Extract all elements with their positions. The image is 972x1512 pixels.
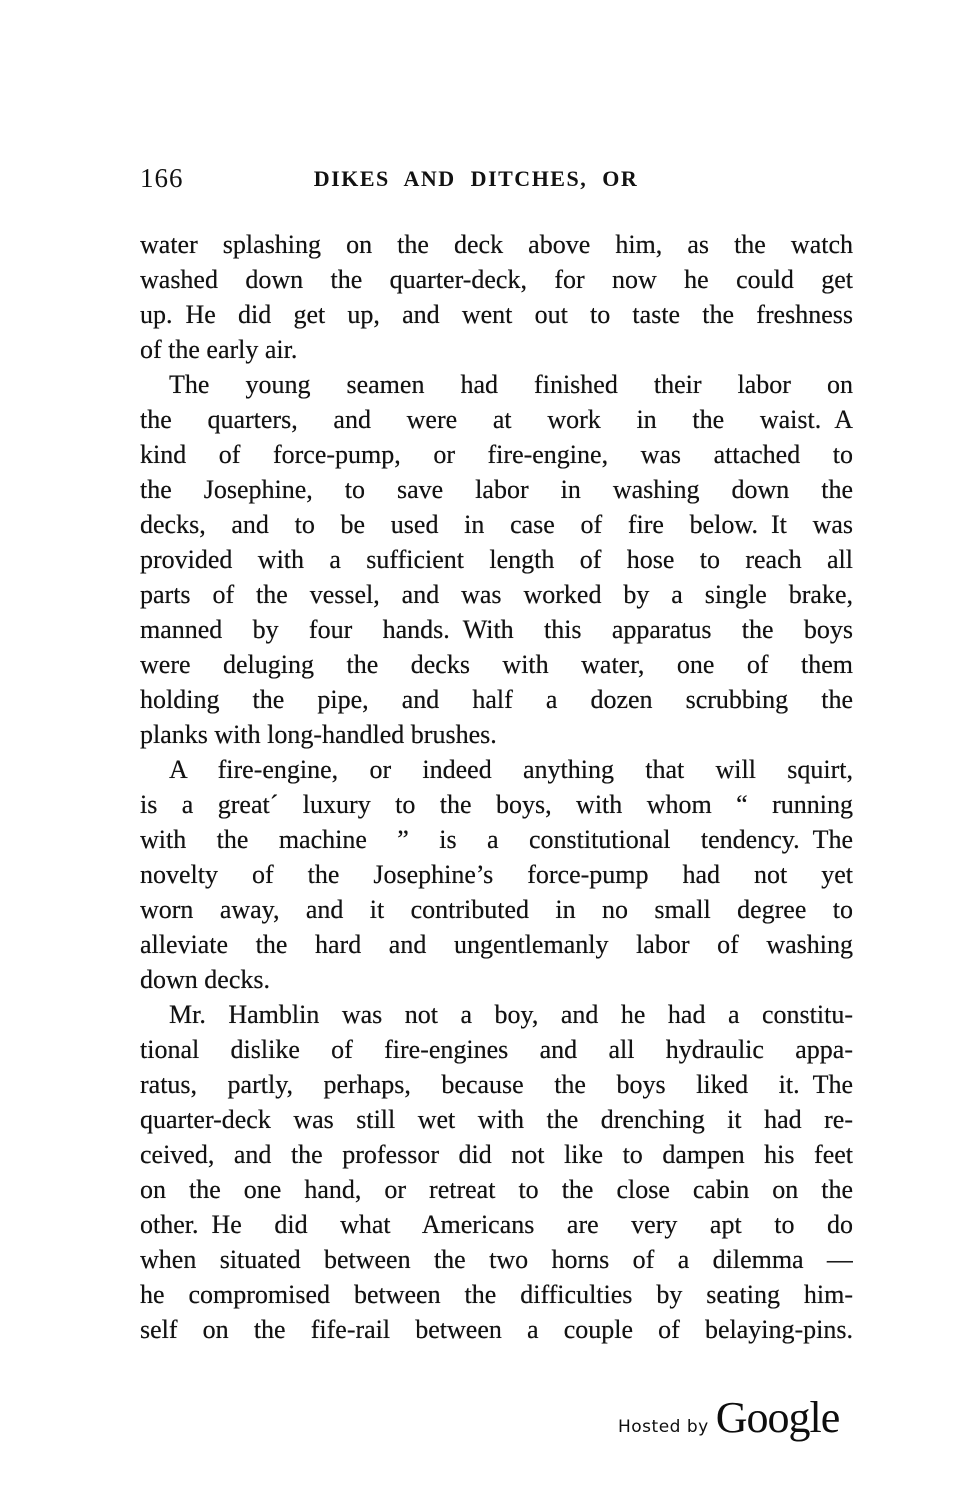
text-line: is a great´ luxury to the boys, with whom “ running bbox=[140, 790, 853, 819]
text-line: A fire-engine, or indeed anything that will squirt, bbox=[169, 755, 853, 784]
hosted-by-label: Hosted by bbox=[618, 1417, 709, 1437]
text-line: on the one hand, or retreat to the close cabin on the bbox=[140, 1175, 853, 1204]
text-line: provided with a sufficient length of hose to reach all bbox=[140, 545, 853, 574]
text-line: tional dislike of fire-engines and all hydraulic appa- bbox=[140, 1035, 853, 1064]
text-line: kind of force-pump, or fire-engine, was attached to bbox=[140, 440, 853, 469]
text-line: self on the fife-rail between a couple of belaying-pins. bbox=[140, 1315, 853, 1344]
page-body bbox=[140, 227, 853, 1347]
text-line: novelty of the Josephine’s force-pump had not yet bbox=[140, 860, 853, 889]
text-line: quarter-deck was still wet with the drenching it had re- bbox=[140, 1105, 853, 1134]
text-line: decks, and to be used in case of fire below. It was bbox=[140, 510, 853, 539]
text-line: manned by four hands. With this apparatus the boys bbox=[140, 615, 853, 644]
text-line: holding the pipe, and half a dozen scrubbing the bbox=[140, 685, 853, 714]
google-logo: Google bbox=[715, 1393, 840, 1442]
text-line: alleviate the hard and ungentlemanly labor of washing bbox=[140, 930, 853, 959]
text-line: down decks. bbox=[140, 965, 270, 994]
text-line: he compromised between the difficulties by seating him- bbox=[140, 1280, 853, 1309]
text-line: water splashing on the deck above him, as the watch bbox=[140, 230, 853, 259]
footer-watermark bbox=[618, 1392, 839, 1443]
text-line: when situated between the two horns of a dilemma — bbox=[140, 1245, 853, 1274]
text-line: ratus, partly, perhaps, because the boys liked it. The bbox=[140, 1070, 853, 1099]
text-line: other. He did what Americans are very apt to do bbox=[140, 1210, 853, 1239]
text-line: worn away, and it contributed in no small degree to bbox=[140, 895, 853, 924]
text-line: washed down the quarter-deck, for now he could get bbox=[140, 265, 853, 294]
text-line: Mr. Hamblin was not a boy, and he had a constitu- bbox=[169, 1000, 853, 1029]
text-line: The young seamen had finished their labor on bbox=[169, 370, 853, 399]
running-title: DIKES AND DITCHES, OR bbox=[313, 166, 639, 191]
text-line: up. He did get up, and went out to taste the freshness bbox=[140, 300, 853, 329]
text-line: of the early air. bbox=[140, 335, 298, 364]
text-line: planks with long-handled brushes. bbox=[140, 720, 497, 749]
page-header bbox=[140, 163, 852, 195]
text-line: the quarters, and were at work in the waist. A bbox=[140, 405, 853, 434]
text-line: parts of the vessel, and was worked by a single brake, bbox=[140, 580, 853, 609]
text-line: with the machine ” is a constitutional tendency. The bbox=[140, 825, 853, 854]
page-number: 166 bbox=[140, 163, 184, 193]
text-line: were deluging the decks with water, one of them bbox=[140, 650, 853, 679]
text-line: the Josephine, to save labor in washing down the bbox=[140, 475, 853, 504]
text-line: ceived, and the professor did not like to dampen his feet bbox=[140, 1140, 853, 1169]
